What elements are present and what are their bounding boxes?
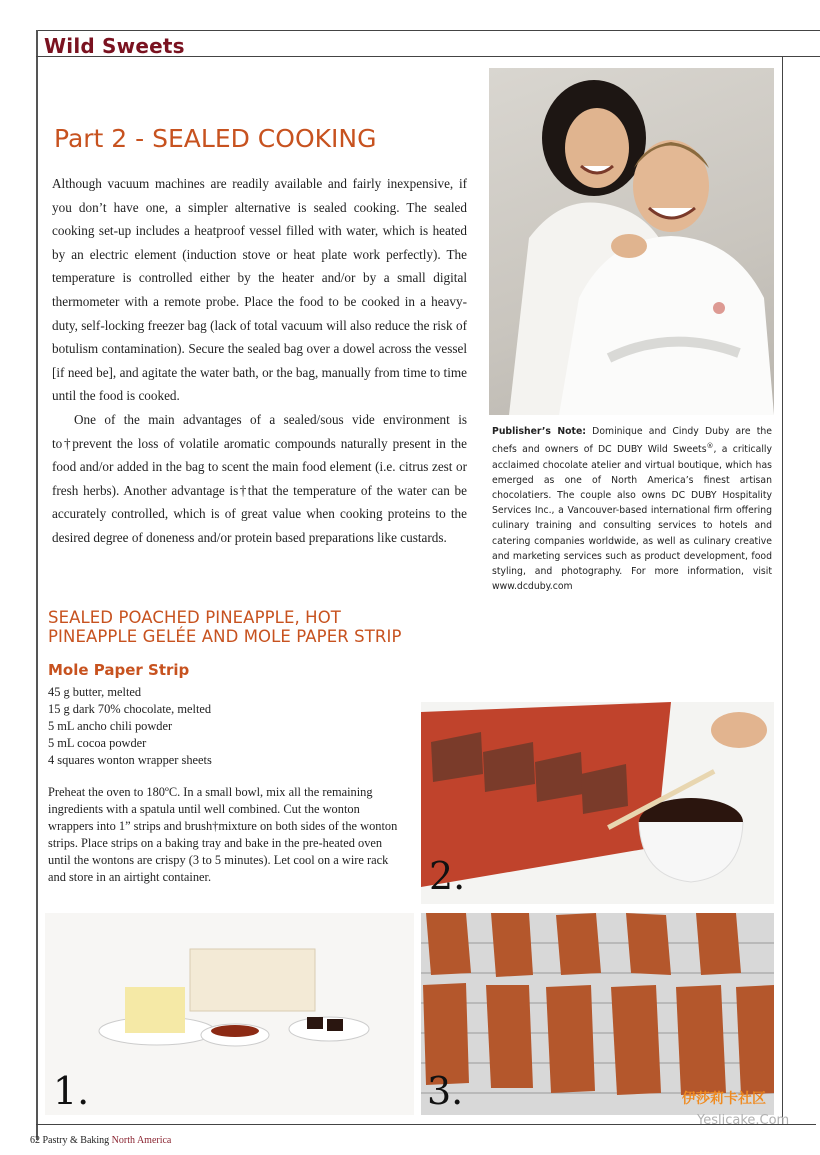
ingredient-item: 4 squares wonton wrapper sheets — [48, 753, 212, 767]
ingredient-item: 45 g butter, melted — [48, 685, 142, 699]
publishers-note-text-1: Dominique and Cindy Duby are the chefs and owners of DC DUBY Wild Sweets — [492, 426, 772, 456]
watermark-cn: 伊莎莉卡社区 — [682, 1091, 766, 1107]
recipe-title-line-2: PINEAPPLE GELÉE AND MOLE PAPER STRIP — [48, 627, 402, 646]
ingredient-item: 5 mL ancho chili powder — [48, 719, 173, 733]
ingredient-item: 15 g dark 70% chocolate, melted — [48, 702, 212, 716]
recipe-method: Preheat the oven to 180ºC. In a small bowl, mix all the remaining ingredients with a spatula until well combined. Cut the wonton wrappers into 1” strips and brush†mixture on both sides of the wonton strips. Place strips on a baking tray and bake in the pre-heated oven until the wontons are crispy (3 to 5 minutes). Let cool on a wire rack and store in an airtight container. — [48, 785, 398, 884]
article-paragraph-1: Although vacuum machines are readily available and fairly inexpensive, if you don’t have one, a simpler alternative is sealed cooking. The sealed cooking set-up includes a heatproof vessel filled with water, which is heated by an electric element (induction stove or heat plate work perfectly). The temperature is controlled either by the heater and/or by a small digital thermometer with a remote probe. Place the food to be cooked in a heavy-duty, self-locking freezer bag (lack of total vacuum will also reduce the risk of botulism contamination). Secure the sealed bag over a dowel across the vessel [if need be], and agitate the water bath, or the bag, manually from time to time until the food is cooked. — [52, 176, 467, 404]
right-margin-rule — [782, 56, 783, 1124]
recipe-subtitle: Mole Paper Strip — [48, 661, 190, 679]
step-3-number: 3. — [427, 1069, 464, 1113]
step-2-number: 2. — [429, 854, 466, 898]
recipe-title — [48, 608, 448, 646]
page-footer — [30, 1135, 171, 1146]
recipe-title-line-1: SEALED POACHED PINEAPPLE, HOT — [48, 608, 341, 627]
left-margin-rule — [36, 30, 38, 1140]
page-number: 62 — [30, 1135, 40, 1146]
step-3-photo — [421, 913, 774, 1115]
section-title: Wild Sweets — [44, 34, 185, 58]
publishers-note-label: Publisher’s Note: — [492, 426, 587, 437]
step-1-illustration — [45, 913, 414, 1115]
part-title: Part 2 - SEALED COOKING — [54, 124, 377, 153]
article-paragraph-2: One of the main advantages of a sealed/sous vide environment is to†prevent the loss of volatile aromatic compounds naturally present in the food and/or added in the bag to scent the main food element (i.e. citrus zest or fresh herbs). Another advantage is†that the temperature of the water can be accurately controlled, which is of great value when cooking proteins to the desired degree of doneness and/or protein based preparations like custards. — [52, 411, 467, 545]
step-2-photo — [421, 702, 774, 904]
step-3-illustration — [421, 913, 774, 1115]
ingredient-list — [48, 684, 212, 769]
header-rule-top — [36, 30, 820, 31]
registered-mark: ® — [706, 442, 714, 451]
step-2-illustration — [421, 702, 774, 904]
chefs-illustration — [489, 68, 774, 415]
step-1-photo — [45, 913, 414, 1115]
watermark-en: Yeslicake.Com — [697, 1113, 790, 1128]
chefs-photo — [489, 68, 774, 415]
publishers-note-text-2: , a critically acclaimed chocolate atelier and virtual boutique, which has emerged as one of North America’s finest artisan chocolatiers. The couple also owns DC DUBY Hospitality Services Inc., a Vancouver-based international firm offering culinary training and consulting services to hotels and catering companies worldwide, as well as culinary creative and marketing services such as product development, food styling, and photography. For more information, visit www.dcduby.com — [492, 444, 772, 593]
ingredient-item: 5 mL cocoa powder — [48, 736, 147, 750]
article-body — [52, 172, 467, 550]
publishers-note — [492, 424, 772, 594]
publication-region: North America — [111, 1135, 172, 1146]
step-1-number: 1. — [53, 1069, 90, 1113]
publication-name: Pastry & Baking — [42, 1135, 110, 1146]
